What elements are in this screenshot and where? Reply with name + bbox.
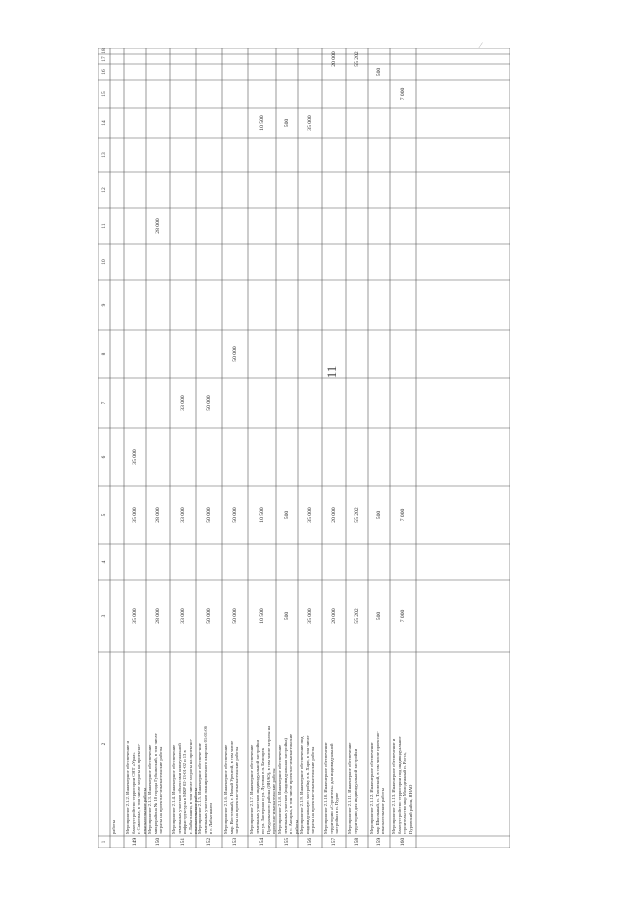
column-header-1: 1 — [101, 840, 107, 844]
column-header-10: 10 — [101, 259, 107, 265]
cell-value: 500 — [376, 611, 382, 621]
description-line: г. Лабытнанги, в том числе затраты на проектно- — [187, 738, 193, 834]
row-number: 151 — [180, 837, 186, 847]
description-line: по ул. Заозерная и ул. Луговая в п. Белоярск — [260, 747, 266, 834]
cell-value: 20 000 — [331, 51, 337, 67]
description-line: Мероприятие 2.1.7. Инженерное обеспечение — [249, 744, 254, 834]
column-header-11: 11 — [101, 223, 107, 229]
description-line: мкр Школьный, п. Тазовский, в том числе проектно- — [374, 731, 380, 834]
cell-value: 50 000 — [206, 507, 212, 523]
cell-value: 33 000 — [180, 608, 186, 624]
row-number: 149 — [132, 837, 138, 847]
cell-value: 500 — [284, 611, 290, 621]
row-description — [147, 733, 164, 834]
row-number: 154 — [259, 837, 265, 847]
cell-value: 50 000 — [232, 346, 238, 362]
description-line: работы — [111, 819, 116, 834]
cell-value: 10 500 — [259, 608, 265, 624]
cell-value: 500 — [284, 118, 290, 128]
row-description — [347, 743, 358, 834]
column-header-12: 12 — [101, 187, 107, 193]
description-line: благоустройство территории СНТ «Урал» — [130, 752, 136, 834]
cell-value: 28 000 — [155, 608, 161, 624]
description-line: микрорайона № 18 города Губкинский, в том числе — [152, 733, 158, 834]
row-description — [171, 739, 199, 834]
column-header-15: 15 — [101, 91, 107, 97]
description-line: проектно-изыскательские работы — [271, 768, 277, 834]
cell-value: 35 000 — [132, 507, 138, 523]
page-number: 11 — [324, 365, 339, 379]
description-line: в г. Лабытнанги — [208, 803, 214, 834]
cell-value: 28 000 — [155, 218, 161, 234]
row-number: 160 — [400, 837, 406, 847]
cell-value: 35 000 — [307, 608, 313, 624]
row-description — [249, 726, 277, 834]
cell-value: 500 — [284, 510, 290, 520]
description-line: Мероприятие 2.1.8. Инженерное обеспечение — [277, 744, 282, 834]
description-line: изыскательские работы — [141, 788, 147, 834]
description-line: индивидуальную застройку в п. Харп, в том числе — [304, 735, 310, 834]
column-header-17: 17 — [101, 56, 107, 62]
column-header-7: 7 — [101, 401, 107, 405]
description-line: мкр. Восточный, г. Новый Уренгой, в том числе — [228, 740, 234, 834]
cell-value: 20 000 — [331, 608, 337, 624]
row-description — [125, 741, 147, 834]
cell-value: 50 000 — [232, 507, 238, 523]
description-line: земельных участков (индивидуальная застройка) — [282, 738, 288, 834]
row-description — [323, 742, 340, 834]
row-number: 156 — [307, 837, 313, 847]
description-line: в с. Аксарка, в том числе проектно-изыскательские — [288, 733, 294, 834]
row-number: 157 — [331, 837, 337, 847]
column-header-2: 2 — [101, 742, 107, 746]
column-header-13: 13 — [101, 152, 107, 158]
cell-value: 33 000 — [180, 507, 186, 523]
column-header-9: 9 — [101, 303, 107, 307]
column-header-18: 18 — [101, 48, 107, 54]
description-line: затраты на проектно-изыскательские работы — [234, 746, 240, 834]
column-header-16: 16 — [101, 69, 107, 75]
cell-value: 20 000 — [331, 507, 337, 523]
description-line: Приуральского района (ЯНАО), в том числе затраты на — [265, 725, 271, 834]
description-line: территории для индивидуальной застройки — [352, 748, 358, 834]
row-number: 153 — [232, 837, 238, 847]
cell-value: 500 — [376, 67, 382, 77]
description-line: земельных участков планировочного квартала 01:01:06 — [202, 726, 208, 834]
description-line: работы — [293, 819, 299, 834]
column-header-4: 4 — [101, 560, 107, 564]
description-line: Мероприятие 2.1.9. Инженерное обеспечение под — [299, 736, 304, 834]
row-description — [277, 734, 299, 834]
description-line: Мероприятие 2.1.2. Инженерное обеспечение и — [125, 741, 130, 834]
cell-value: 50 000 — [206, 608, 212, 624]
cell-value: 55 202 — [354, 507, 360, 523]
column-header-14: 14 — [101, 120, 107, 126]
description-line: Мероприятие 2.1.5. Инженерное обеспече-ние — [197, 743, 202, 834]
description-line: изыскательские работы — [380, 788, 386, 834]
description-line: Мероприятие 2.1.3. Инженерное обеспечение — [147, 744, 152, 834]
description-line: территории «Строитель» для индивидуальной — [328, 743, 334, 834]
cell-value: 55 202 — [354, 608, 360, 624]
corner-mark: ⁄ — [480, 41, 482, 50]
description-line: изыскательские работы — [193, 788, 199, 834]
row-number: 158 — [354, 837, 360, 847]
row-number: 155 — [284, 837, 290, 847]
row-description — [223, 741, 240, 834]
cell-value: 28 000 — [155, 507, 161, 523]
rotated-table — [98, 48, 510, 848]
row-description — [369, 731, 386, 834]
cell-value: 7 000 — [400, 508, 406, 522]
description-line: Мероприятие 2.1.6. Инженерное обеспечение — [223, 744, 228, 834]
description-line: строительство мкр Молодежный п. Ратта, — [402, 752, 408, 834]
cell-value: 33 000 — [180, 395, 186, 411]
cell-value: 10 500 — [259, 115, 265, 131]
row-number: 159 — [376, 837, 382, 847]
description-line: затраты на проектно-изыскательские работы — [310, 746, 316, 834]
description-line: Пуровский район, ЯНАО — [407, 784, 413, 834]
description-line: инфраструктуры в МКР 02-13-01-02 и 13 в — [182, 750, 188, 834]
description-line: Мероприятие 2.1.4. Инженерное обеспечение — [171, 744, 176, 834]
description-line: благоустройство территории под индивидуальное — [396, 736, 402, 834]
column-header-6: 6 — [101, 455, 107, 459]
description-line: Мероприятие 2.1.13. Инженерное обеспечение и — [391, 738, 396, 834]
table-grid — [98, 48, 510, 848]
cell-value: 7 000 — [400, 609, 406, 623]
cell-value: 35 000 — [132, 608, 138, 624]
description-line: Мероприятие 2.1.11. Инженерное обеспечение — [347, 742, 352, 834]
description-line: Мероприятие 2.1.12. Инженерное обеспечение — [369, 742, 374, 834]
row-description — [391, 736, 413, 834]
description-line: затраты на проектно-изыскательские работы — [158, 746, 164, 834]
row-description — [111, 820, 117, 834]
row-description — [299, 736, 316, 835]
description-line: г. Самосвал, в том числе затраты на проектно- — [136, 743, 142, 834]
row-description — [197, 726, 214, 834]
cell-value: 500 — [376, 510, 382, 520]
description-line: земельных участков индивидуальной застройки — [254, 740, 260, 834]
cell-value: 35 000 — [307, 507, 313, 523]
row-number: 152 — [206, 837, 212, 847]
column-header-8: 8 — [101, 352, 107, 356]
cell-value: 35 000 — [132, 449, 138, 465]
cell-value: 35 000 — [307, 115, 313, 131]
column-header-3: 3 — [101, 614, 107, 618]
column-header-5: 5 — [101, 513, 107, 517]
cell-value: 7 000 — [400, 87, 406, 101]
description-line: Мероприятие 2.1.10. Инженерное обеспечение — [323, 742, 328, 834]
description-line: земельных участков объектами коммунальной — [176, 743, 182, 834]
description-line: застройки в п. Пурпе — [334, 792, 340, 834]
cell-value: 50 000 — [232, 608, 238, 624]
row-number: 150 — [155, 837, 161, 847]
cell-value: 50 000 — [206, 395, 212, 411]
cell-value: 10 500 — [259, 507, 265, 523]
cell-value: 55 202 — [354, 51, 360, 67]
